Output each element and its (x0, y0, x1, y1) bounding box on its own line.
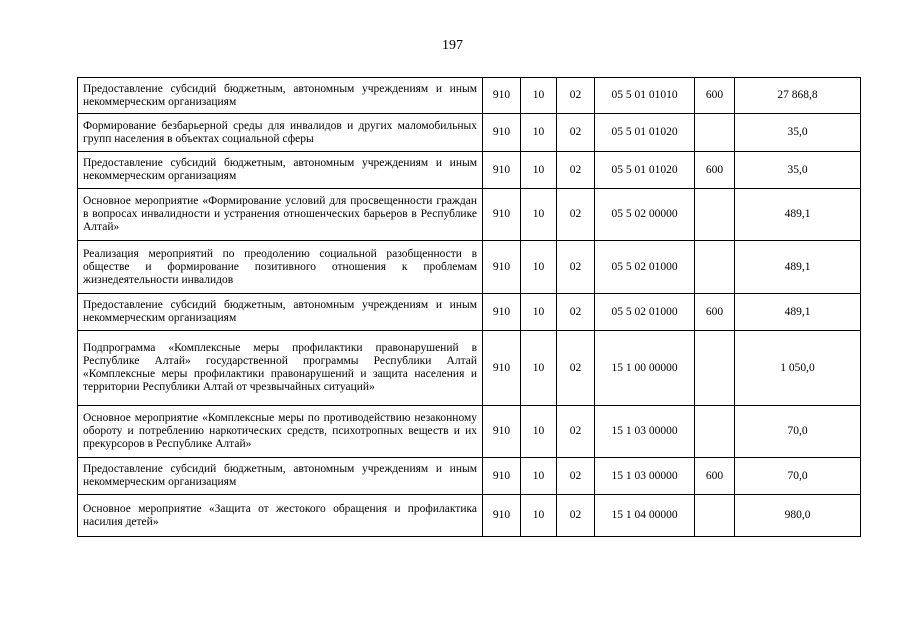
row-amount: 27 868,8 (735, 78, 861, 114)
row-amount: 489,1 (735, 294, 861, 331)
row-expense-type: 600 (695, 458, 735, 495)
row-article: 15 1 03 00000 (595, 406, 695, 458)
row-subsection: 02 (557, 406, 595, 458)
row-admin-code: 910 (483, 189, 521, 241)
row-article: 05 5 01 01020 (595, 114, 695, 152)
row-description: Основное мероприятие «Комплексные меры по противодействию незаконному обороту и потреблению наркотических средств, психотропных веществ и их прекурсоров в Республике Алтай» (78, 406, 483, 458)
row-description: Формирование безбарьерной среды для инвалидов и других маломобильных групп населения в объектах социальной сферы (78, 114, 483, 152)
row-description: Основное мероприятие «Защита от жестокого обращения и профилактика насилия детей» (78, 495, 483, 537)
row-admin-code: 910 (483, 294, 521, 331)
table-row (78, 241, 861, 294)
row-description: Предоставление субсидий бюджетным, автономным учреждениям и иным некоммерческим организациям (78, 458, 483, 495)
row-article: 05 5 01 01010 (595, 78, 695, 114)
row-amount: 489,1 (735, 241, 861, 294)
row-expense-type: 600 (695, 78, 735, 114)
row-admin-code: 910 (483, 78, 521, 114)
table-row (78, 189, 861, 241)
row-article: 05 5 02 01000 (595, 294, 695, 331)
row-section: 10 (521, 294, 557, 331)
table-row (78, 495, 861, 537)
table-row (78, 406, 861, 458)
row-expense-type (695, 189, 735, 241)
row-description: Предоставление субсидий бюджетным, автономным учреждениям и иным некоммерческим организациям (78, 78, 483, 114)
table-row (78, 294, 861, 331)
row-article: 05 5 02 01000 (595, 241, 695, 294)
row-amount: 1 050,0 (735, 331, 861, 406)
table-row (78, 114, 861, 152)
table-row (78, 152, 861, 189)
row-subsection: 02 (557, 241, 595, 294)
row-expense-type: 600 (695, 152, 735, 189)
row-admin-code: 910 (483, 458, 521, 495)
row-description: Основное мероприятие «Формирование условий для просвещенности граждан в вопросах инвалидности и устранения отношенческих барьеров в Республике Алтай» (78, 189, 483, 241)
row-article: 05 5 01 01020 (595, 152, 695, 189)
row-expense-type (695, 114, 735, 152)
row-admin-code: 910 (483, 152, 521, 189)
row-description: Предоставление субсидий бюджетным, автономным учреждениям и иным некоммерческим организациям (78, 152, 483, 189)
row-expense-type (695, 495, 735, 537)
row-amount: 35,0 (735, 114, 861, 152)
row-section: 10 (521, 78, 557, 114)
table-row (78, 458, 861, 495)
row-admin-code: 910 (483, 495, 521, 537)
row-section: 10 (521, 331, 557, 406)
row-expense-type (695, 331, 735, 406)
page-number: 197 (442, 38, 463, 53)
row-admin-code: 910 (483, 331, 521, 406)
row-section: 10 (521, 458, 557, 495)
row-subsection: 02 (557, 331, 595, 406)
row-expense-type: 600 (695, 294, 735, 331)
row-subsection: 02 (557, 189, 595, 241)
row-section: 10 (521, 495, 557, 537)
row-amount: 489,1 (735, 189, 861, 241)
row-amount: 70,0 (735, 406, 861, 458)
row-description: Предоставление субсидий бюджетным, автономным учреждениям и иным некоммерческим организациям (78, 294, 483, 331)
row-section: 10 (521, 114, 557, 152)
row-admin-code: 910 (483, 406, 521, 458)
budget-table (77, 77, 861, 537)
row-article: 15 1 03 00000 (595, 458, 695, 495)
row-section: 10 (521, 152, 557, 189)
row-expense-type (695, 406, 735, 458)
row-article: 15 1 04 00000 (595, 495, 695, 537)
row-subsection: 02 (557, 114, 595, 152)
row-section: 10 (521, 189, 557, 241)
row-subsection: 02 (557, 78, 595, 114)
row-amount: 980,0 (735, 495, 861, 537)
table-row (78, 331, 861, 406)
row-section: 10 (521, 241, 557, 294)
row-article: 15 1 00 00000 (595, 331, 695, 406)
row-section: 10 (521, 406, 557, 458)
row-subsection: 02 (557, 495, 595, 537)
row-article: 05 5 02 00000 (595, 189, 695, 241)
row-amount: 70,0 (735, 458, 861, 495)
table-row (78, 78, 861, 114)
row-subsection: 02 (557, 152, 595, 189)
row-subsection: 02 (557, 294, 595, 331)
row-expense-type (695, 241, 735, 294)
row-amount: 35,0 (735, 152, 861, 189)
row-admin-code: 910 (483, 241, 521, 294)
row-admin-code: 910 (483, 114, 521, 152)
row-subsection: 02 (557, 458, 595, 495)
row-description: Реализация мероприятий по преодолению социальной разобщенности в обществе и формирование позитивного отношения к проблемам жизнедеятельности инвалидов (78, 241, 483, 294)
row-description: Подпрограмма «Комплексные меры профилактики правонарушений в Республике Алтай» государственной программы Республики Алтай «Комплексные меры профилактики правонарушений и защита населения и территории Республики Алтай от чрезвычайных ситуаций» (78, 331, 483, 406)
